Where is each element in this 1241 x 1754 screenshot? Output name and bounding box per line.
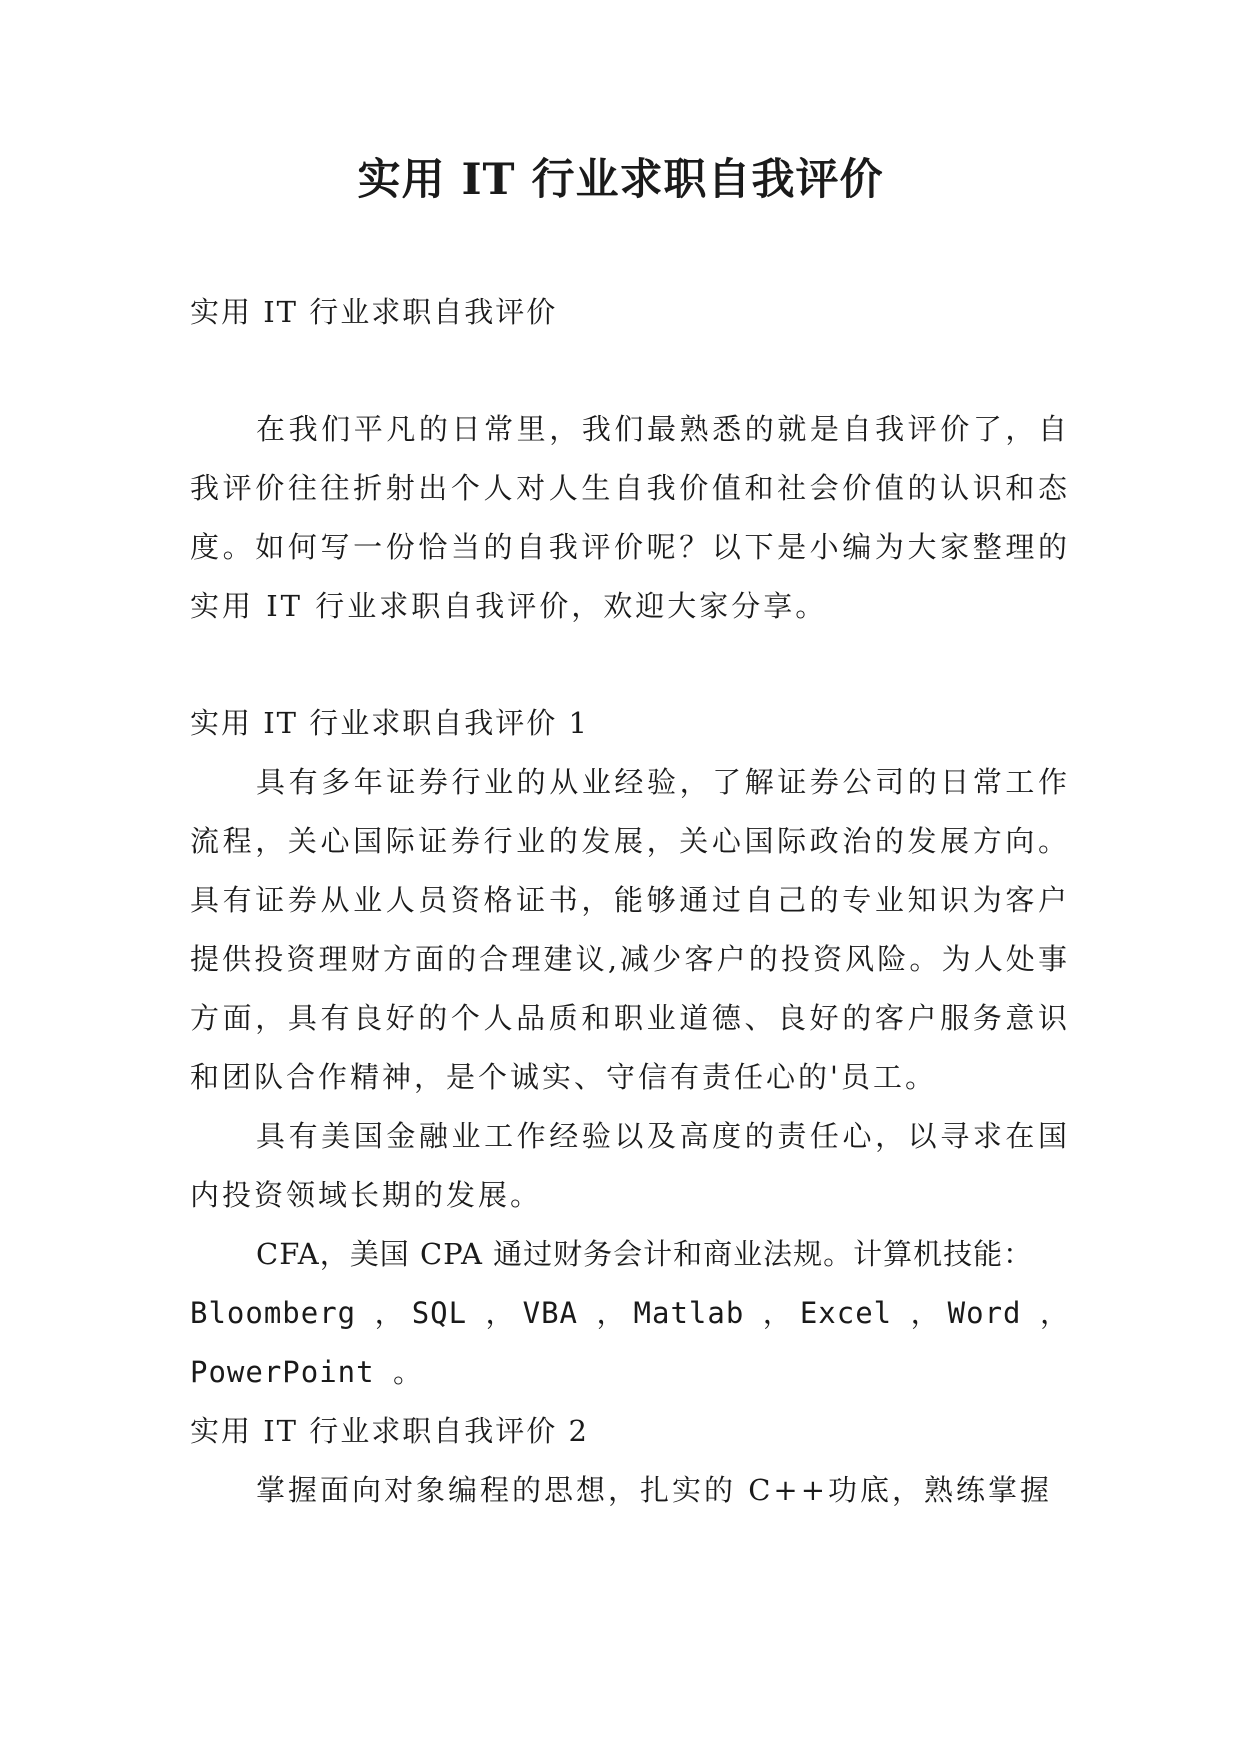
document-body <box>190 283 1070 1520</box>
skill-item: Word ， <box>947 1296 1070 1330</box>
section-1-paragraph-3: CFA，美国 CPA 通过财务会计和商业法规。计算机技能： <box>256 1237 1034 1271</box>
intro-paragraph: 在我们平凡的日常里，我们最熟悉的就是自我评价了，自我评价往往折射出个人对人生自我价值和社会价值的认识和态度。如何写一份恰当的自我评价呢？以下是小编为大家整理的实用 IT 行业求职自我评价，欢迎大家分享。 <box>190 412 1070 623</box>
skills-tail: PowerPoint 。 <box>190 1355 424 1389</box>
section-1-paragraph-1: 具有多年证券行业的从业经验，了解证券公司的日常工作流程，关心国际证券行业的发展，关心国际政治的发展方向。具有证券从业人员资格证书，能够通过自己的专业知识为客户提供投资理财方面的合理建议,减少客户的投资风险。为人处事方面，具有良好的个人品质和职业道德、良好的客户服务意识和团队合作精神，是个诚实、守信有责任心的'员工。 <box>190 765 1070 1094</box>
skill-item: Bloomberg ， <box>190 1296 405 1330</box>
skill-item: VBA ， <box>522 1296 627 1330</box>
section-heading-2: 实用 IT 行业求职自我评价 2 <box>190 1414 589 1448</box>
section-2-paragraph-1: 掌握面向对象编程的思想，扎实的 C++功底，熟练掌握 <box>256 1473 1053 1507</box>
section-heading-1: 实用 IT 行业求职自我评价 1 <box>190 706 589 740</box>
skills-line <box>190 1284 1070 1343</box>
skill-item: SQL ， <box>411 1296 516 1330</box>
section-1-paragraph-2: 具有美国金融业工作经验以及高度的责任心，以寻求在国内投资领域长期的发展。 <box>190 1119 1070 1212</box>
document-title: 实用 IT 行业求职自我评价 <box>357 155 884 205</box>
document-subtitle: 实用 IT 行业求职自我评价 <box>190 295 558 329</box>
skill-item: Excel ， <box>799 1296 941 1330</box>
skill-item: Matlab ， <box>633 1296 793 1330</box>
